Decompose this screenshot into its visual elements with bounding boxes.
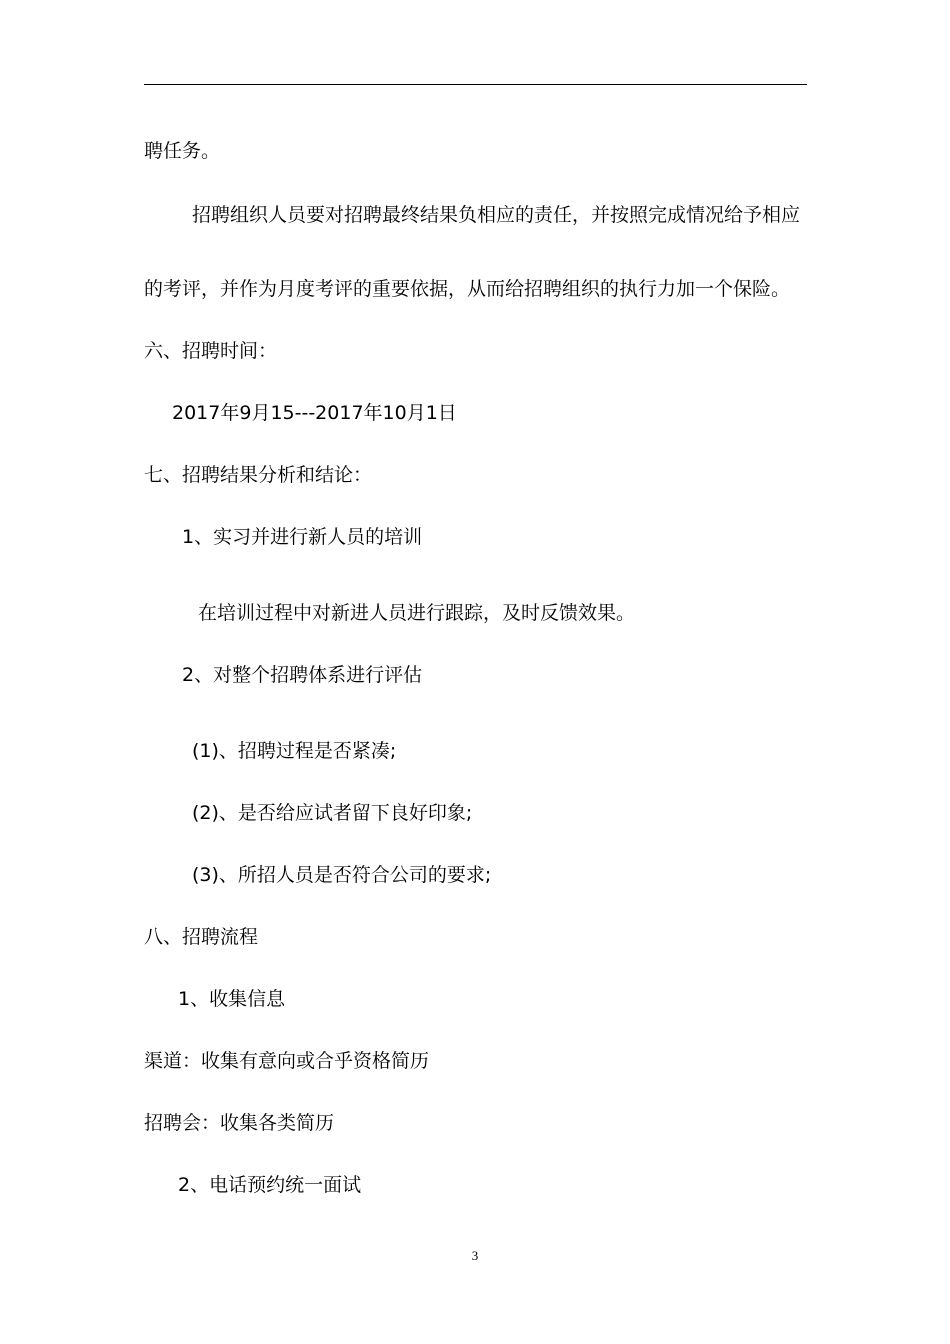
text-line-continuation: 聘任务。 bbox=[144, 140, 221, 162]
text-line-paragraph-end: 的考评，并作为月度考评的重要依据，从而给招聘组织的执行力加一个保险。 bbox=[144, 278, 791, 300]
list-item-training: 1、实习并进行新人员的培训 bbox=[182, 526, 423, 548]
sub-item-hire-requirements: (3)、所招人员是否符合公司的要求; bbox=[192, 864, 492, 886]
sub-item-candidate-impression: (2)、是否给应试者留下良好印象; bbox=[192, 802, 473, 824]
text-line-paragraph-start: 招聘组织人员要对招聘最终结果负相应的责任，并按照完成情况给予相应 bbox=[192, 204, 801, 226]
text-line-job-fair: 招聘会：收集各类简历 bbox=[144, 1112, 335, 1134]
sub-item-process-compact: (1)、招聘过程是否紧凑; bbox=[192, 740, 397, 762]
section-heading-recruitment-process: 八、招聘流程 bbox=[144, 926, 259, 948]
page-number: 3 bbox=[471, 1248, 479, 1263]
list-item-system-evaluation: 2、对整个招聘体系进行评估 bbox=[182, 664, 423, 686]
section-heading-recruitment-time: 六、招聘时间： bbox=[144, 340, 278, 362]
recruitment-date-range: 2017年9月15---2017年10月1日 bbox=[172, 402, 457, 424]
list-item-phone-interview: 2、电话预约统一面试 bbox=[178, 1174, 362, 1196]
list-item-collect-info: 1、收集信息 bbox=[178, 988, 286, 1010]
section-heading-results-analysis: 七、招聘结果分析和结论： bbox=[144, 464, 373, 486]
text-line-channels: 渠道：收集有意向或合乎资格简历 bbox=[144, 1050, 430, 1072]
text-line-training-detail: 在培训过程中对新进人员进行跟踪，及时反馈效果。 bbox=[198, 602, 636, 624]
header-rule bbox=[144, 84, 807, 85]
